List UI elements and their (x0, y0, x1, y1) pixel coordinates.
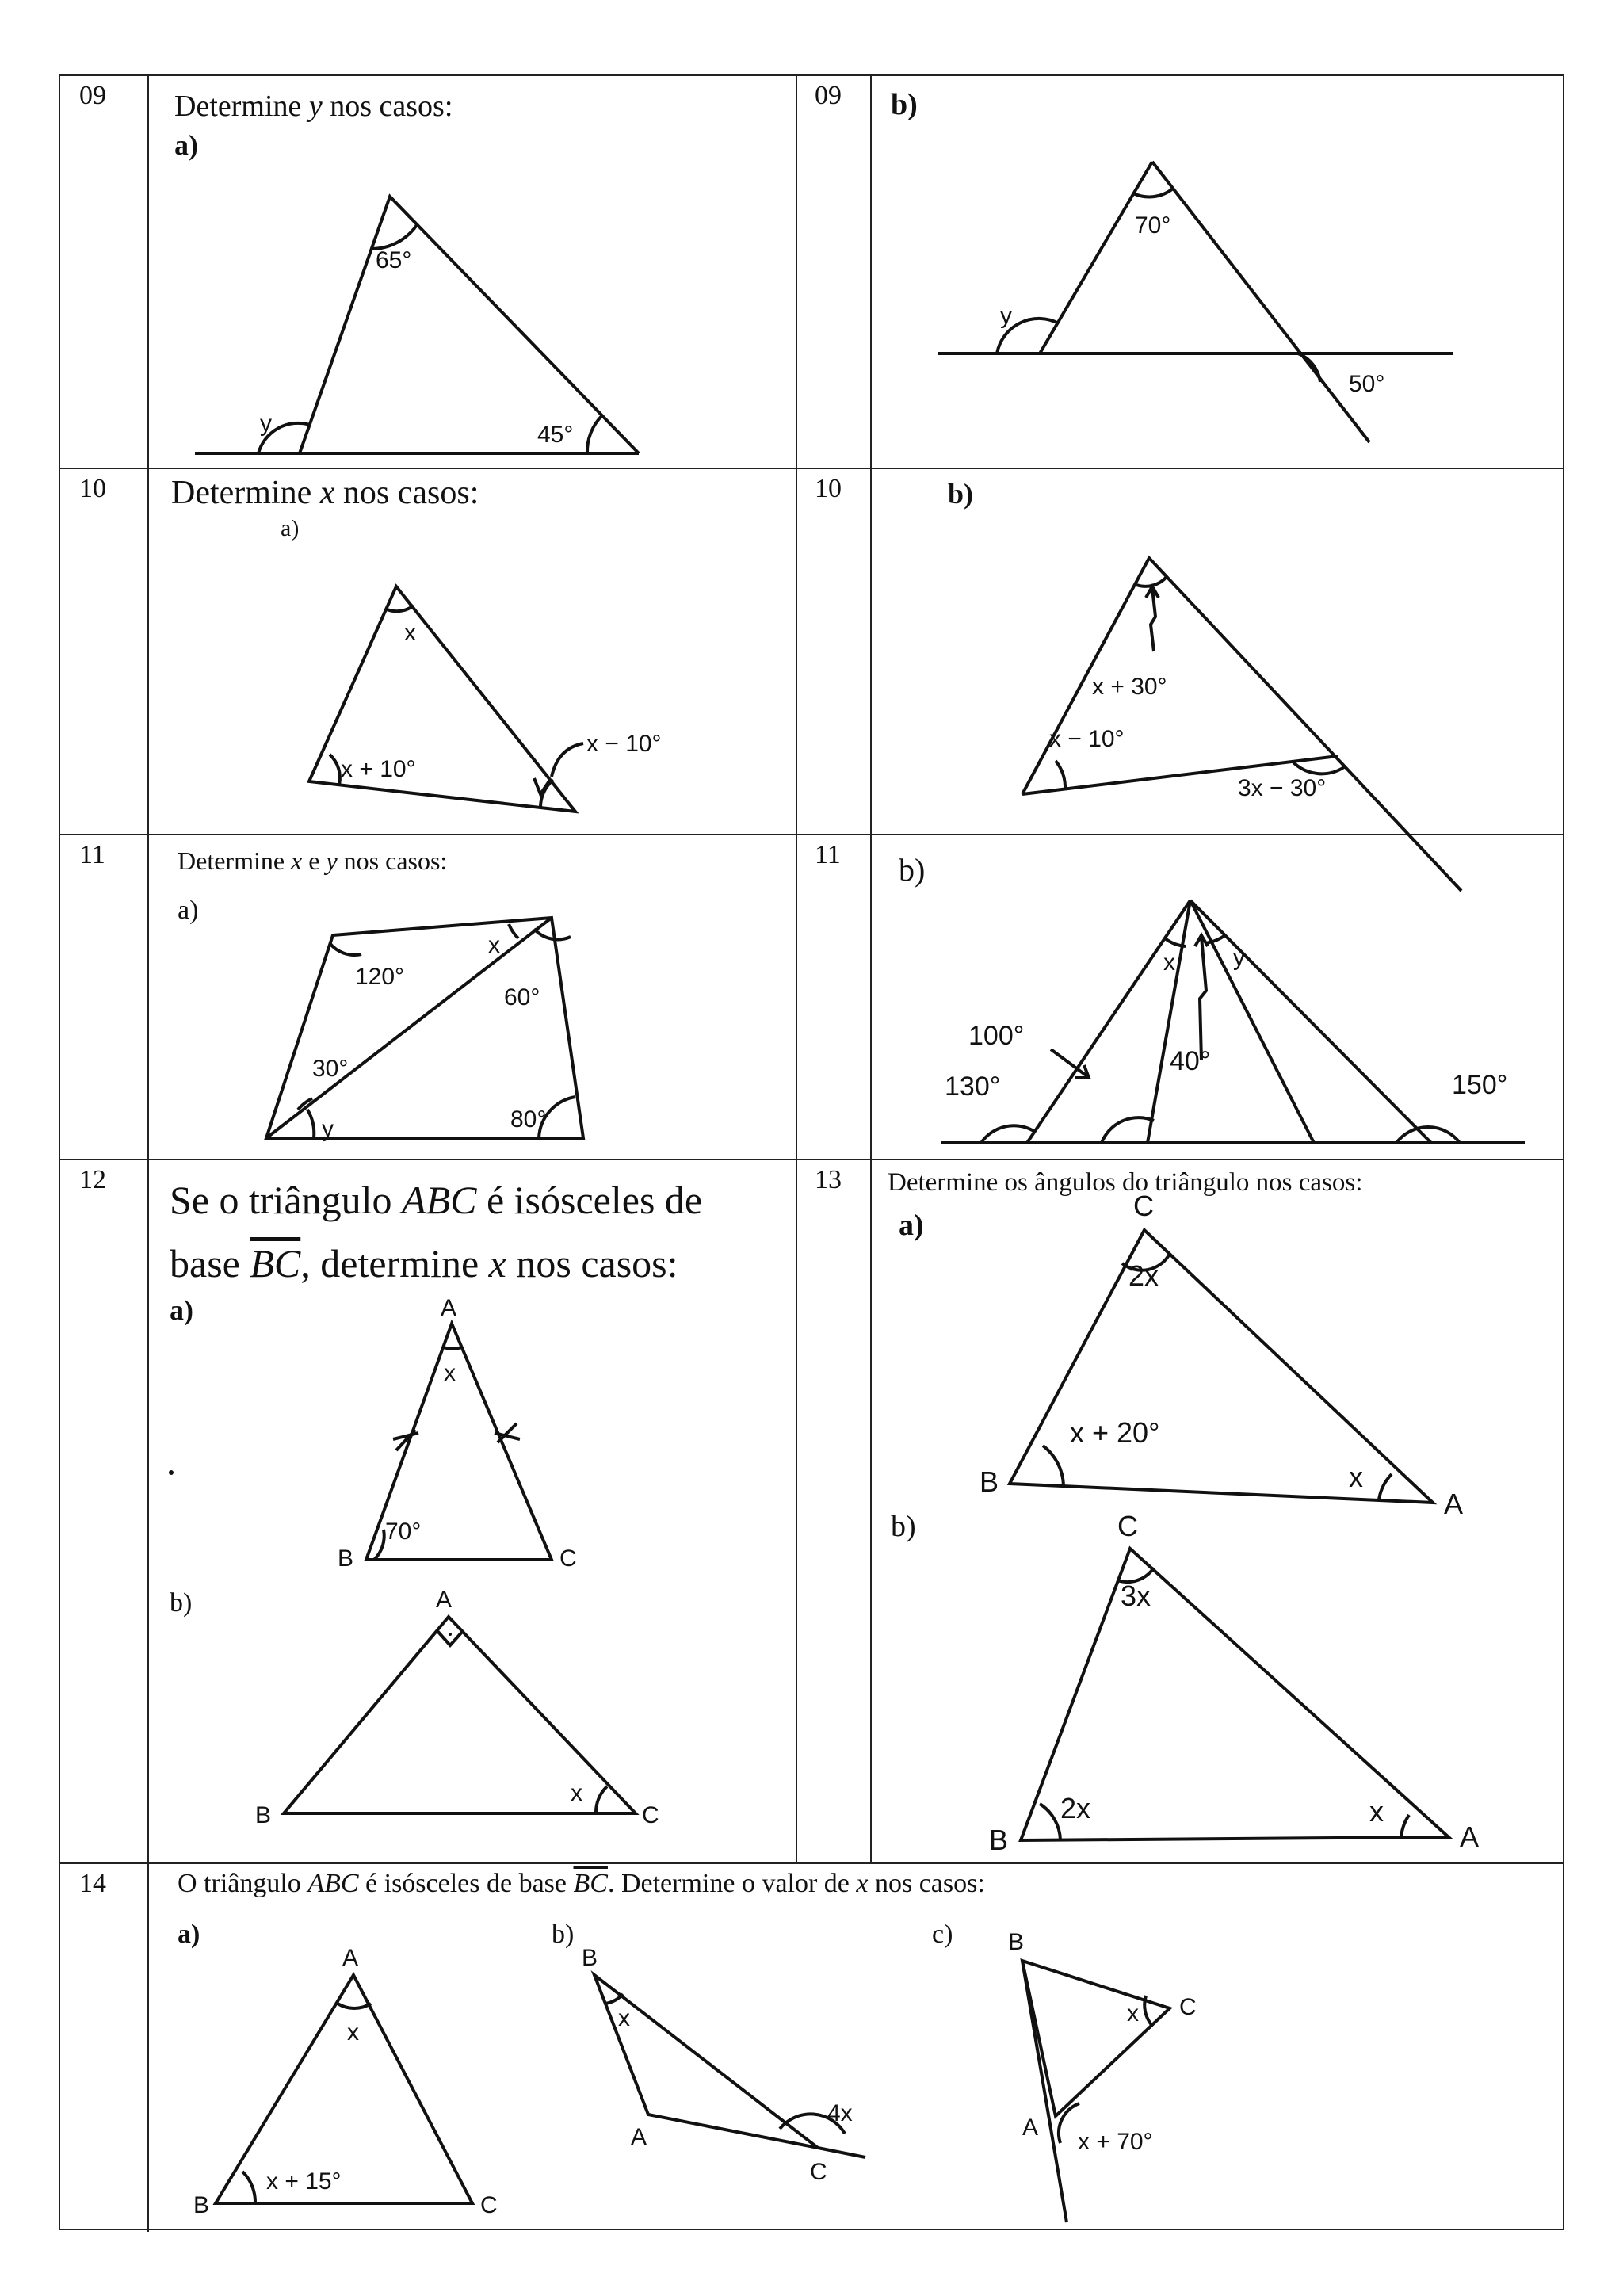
angle-label: 2x (1128, 1259, 1159, 1292)
part-label: b) (899, 852, 926, 888)
angle-label: x + 70° (1078, 2129, 1153, 2155)
vertex-label: B (582, 1945, 598, 1971)
part-label: b) (891, 1510, 916, 1543)
part-label: b) (948, 478, 974, 510)
angle-label: x (488, 932, 500, 958)
part-label: a) (178, 1920, 200, 1949)
row-14 (60, 1864, 1563, 2232)
figure-11 (60, 835, 1566, 1160)
part-label: b) (552, 1920, 575, 1949)
angle-label: x + 15° (266, 2168, 342, 2195)
angle-label: 120° (355, 964, 405, 990)
question-prompt: O triângulo ABC é isósceles de base $\overline{BC}$. Determine o valor de x nos casos: (178, 1869, 985, 1898)
vertex-label: C (559, 1545, 577, 1572)
angle-label: x (1349, 1461, 1363, 1493)
part-label: a) (899, 1209, 924, 1242)
angle-label: 45° (537, 422, 574, 448)
angle-label: x + 20° (1070, 1416, 1160, 1449)
question-prompt: Determine y nos casos: (174, 90, 453, 123)
row-09 (60, 76, 1563, 469)
part-label: a) (178, 896, 199, 925)
question-prompt: Determine x e y nos casos: (178, 846, 448, 875)
row-10 (60, 469, 1563, 835)
question-prompt: Determine x nos casos: (171, 475, 479, 511)
vertex-label: C (480, 2192, 498, 2218)
figure-14 (60, 1864, 1566, 2232)
angle-label: 4x (827, 2100, 853, 2126)
vertex-label: B (255, 1802, 272, 1828)
angle-label: 70° (385, 1519, 422, 1545)
question-number: 11 (815, 840, 841, 869)
angle-label: 40° (1170, 1046, 1211, 1076)
row-11 (60, 835, 1563, 1160)
part-label: a) (170, 1294, 193, 1326)
vertex-label: A (1444, 1488, 1464, 1520)
vertex-label: A (342, 1945, 359, 1971)
question-number: 11 (79, 840, 105, 869)
angle-label: x (347, 2019, 359, 2046)
angle-label: x (444, 1360, 456, 1386)
part-label: c) (932, 1920, 953, 1949)
angle-label: 60° (504, 984, 540, 1010)
angle-label: 100° (968, 1021, 1025, 1051)
question-number: 10 (815, 474, 842, 503)
angle-label: 2x (1060, 1792, 1091, 1824)
question-prompt: Se o triângulo ABC é isósceles de base $\overline{BC}$, determine x nos casos: (170, 1178, 703, 1286)
vertex-label: B (338, 1545, 354, 1572)
angle-label: x + 30° (1092, 674, 1167, 700)
question-number: 09 (815, 81, 842, 110)
question-number: 12 (79, 1165, 106, 1194)
vertex-label: C (1179, 1994, 1197, 2020)
question-number: 13 (815, 1165, 842, 1194)
vertex-label: B (980, 1465, 999, 1498)
exercise-sheet (59, 74, 1564, 2230)
vertex-label: C (1117, 1510, 1138, 1542)
angle-label: x (618, 2005, 630, 2031)
angle-label: y (1233, 945, 1245, 971)
angle-label: y (260, 411, 272, 437)
angle-label: x − 10° (586, 731, 662, 757)
angle-label: 30° (312, 1056, 349, 1082)
part-label: b) (891, 88, 918, 121)
question-number: 09 (79, 81, 106, 110)
part-label: a) (281, 515, 300, 541)
vertex-label: A (1022, 2115, 1039, 2141)
angle-label: 80° (510, 1106, 547, 1133)
vertex-label: A (441, 1295, 457, 1321)
angle-label: 70° (1135, 212, 1171, 239)
angle-label: x (1369, 1795, 1384, 1828)
vertex-label: C (642, 1802, 659, 1828)
figure-12-13 (60, 1160, 1566, 1864)
angle-label: 3x − 30° (1238, 775, 1327, 801)
part-label: a) (174, 129, 198, 161)
question-prompt: Determine os ângulos do triângulo nos casos: (888, 1168, 1363, 1197)
vertex-label: A (436, 1587, 453, 1613)
figure-09 (60, 76, 1566, 469)
question-number: 10 (79, 474, 106, 503)
angle-label: x (1163, 949, 1175, 976)
vertex-label: B (193, 2192, 210, 2218)
angle-label: x (1127, 2000, 1139, 2027)
question-number: 14 (79, 1869, 106, 1898)
angle-label: x + 10° (341, 756, 416, 782)
angle-label: x − 10° (1049, 726, 1125, 752)
angle-label: y (322, 1116, 334, 1142)
part-label: b) (170, 1588, 193, 1618)
angle-label: 65° (376, 247, 412, 273)
angle-label: 3x (1121, 1580, 1151, 1612)
vertex-label: A (1460, 1820, 1480, 1853)
vertex-label: C (1133, 1190, 1154, 1222)
angle-label: 150° (1452, 1070, 1508, 1100)
vertex-label: B (1008, 1929, 1025, 1955)
angle-label: 50° (1349, 371, 1385, 397)
angle-label: x (571, 1780, 582, 1806)
row-12-13 (60, 1160, 1563, 1864)
figure-10 (60, 469, 1566, 835)
angle-label: x (404, 620, 416, 646)
angle-label: 130° (945, 1072, 1001, 1102)
vertex-label: B (989, 1824, 1009, 1856)
vertex-label: C (810, 2159, 827, 2185)
angle-label: y (1000, 303, 1012, 329)
vertex-label: A (631, 2124, 647, 2150)
